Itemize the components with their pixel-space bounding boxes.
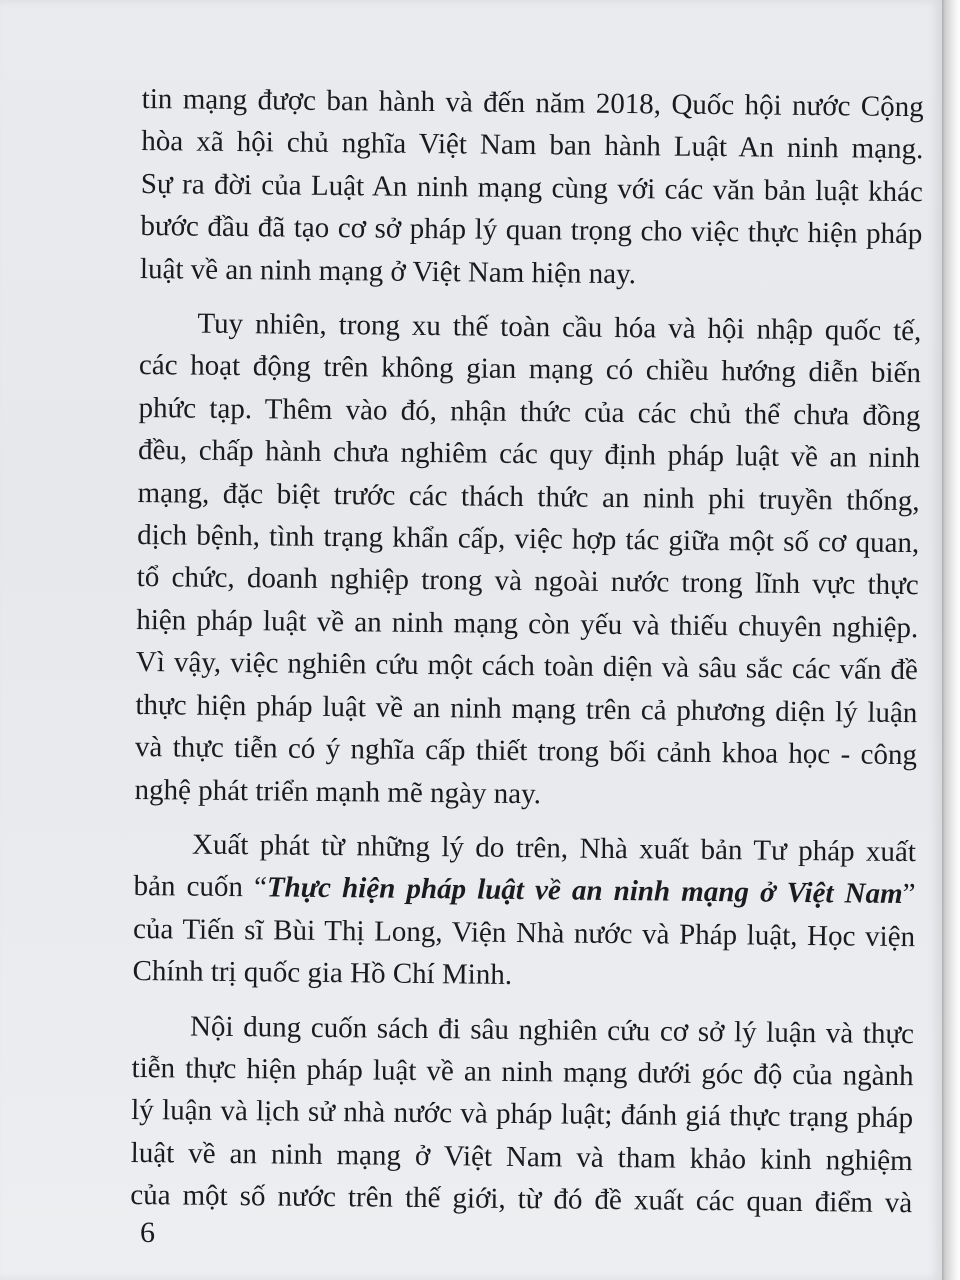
text-segment: ” [902,878,916,911]
text-line: luật về an ninh mạng ở Việt Nam và tham khảo kinh nghiệm [130,1136,913,1177]
text-line: lý luận và lịch sử nhà nước và pháp luật; đánh giá thực trạng pháp [131,1094,914,1135]
text-line: và thực tiễn có ý nghĩa cấp thiết trong bối cảnh khoa học - công [134,731,918,772]
paragraph-3 [132,823,916,1001]
paragraph-2 [134,302,921,819]
text-line: phức tạp. Thêm vào đó, nhận thức của các chủ thể chưa đồng [138,391,921,433]
book-title: Thực hiện pháp luật về an ninh mạng ở Việt Nam [266,871,903,911]
text-line: hòa xã hội chủ nghĩa Việt Nam ban hành Luật An ninh mạng. [141,125,924,166]
text-line: nghệ phát triển mạnh mẽ ngày nay. [134,773,542,810]
text-segment: bản cuốn “ [133,870,268,904]
text-line: của Tiến sĩ Bùi Thị Long, Viện Nhà nước và Pháp luật, Học viện [132,912,916,953]
text-line: tin mạng được ban hành và đến năm 2018, Quốc hội nước Cộng [141,82,924,124]
text-line: Xuất phát từ những lý do trên, Nhà xuất bản Tư pháp xuất [191,828,917,869]
paragraph-4 [130,1004,914,1224]
text-line: Chính trị quốc gia Hồ Chí Minh. [132,955,513,992]
text-line: hiện pháp luật về an ninh mạng còn yếu và thiếu chuyên nghiệp. [136,603,919,645]
text-line: đều, chấp hành chưa nghiêm các quy định pháp luật về an ninh [137,434,921,475]
text-line: bước đầu đã tạo cơ sở pháp lý quan trọng cho việc thực hiện pháp [140,210,923,251]
text-line: Sự ra đời của Luật An ninh mạng cùng với các văn bản luật khác [140,167,924,208]
text-line: dịch bệnh, tình trạng khẩn cấp, việc hợp tác giữa một số cơ quan, [137,519,920,560]
body-text [130,78,924,1225]
text-line: tiễn thực hiện pháp luật về an ninh mạng dưới góc độ của ngành [131,1051,914,1093]
text-line: Tuy nhiên, trong xu thế toàn cầu hóa và hội nhập quốc tế, [197,307,922,348]
text-line: Nội dung cuốn sách đi sâu nghiên cứu cơ sở lý luận và thực [189,1010,915,1050]
page-number: 6 [140,1216,155,1249]
text-line: Vì vậy, việc nghiên cứu một cách toàn diện và sâu sắc các vấn đề [135,646,919,687]
text-line: luật về an ninh mạng ở Việt Nam hiện nay. [139,252,637,290]
text-line: thực hiện pháp luật về an ninh mạng trên cả phương diện lý luận [135,688,918,729]
text-line: tổ chức, doanh nghiệp trong và ngoài nước trong lĩnh vực thực [136,561,919,602]
text-line: các hoạt động trên không gian mạng có chiều hướng diễn biến [138,349,922,390]
text-line: của một số nước trên thế giới, từ đó đề xuất các quan điểm và [130,1179,913,1220]
paragraph-1 [140,78,924,298]
text-line: mạng, đặc biệt trước các thách thức an ninh phi truyền thống, [137,476,920,517]
